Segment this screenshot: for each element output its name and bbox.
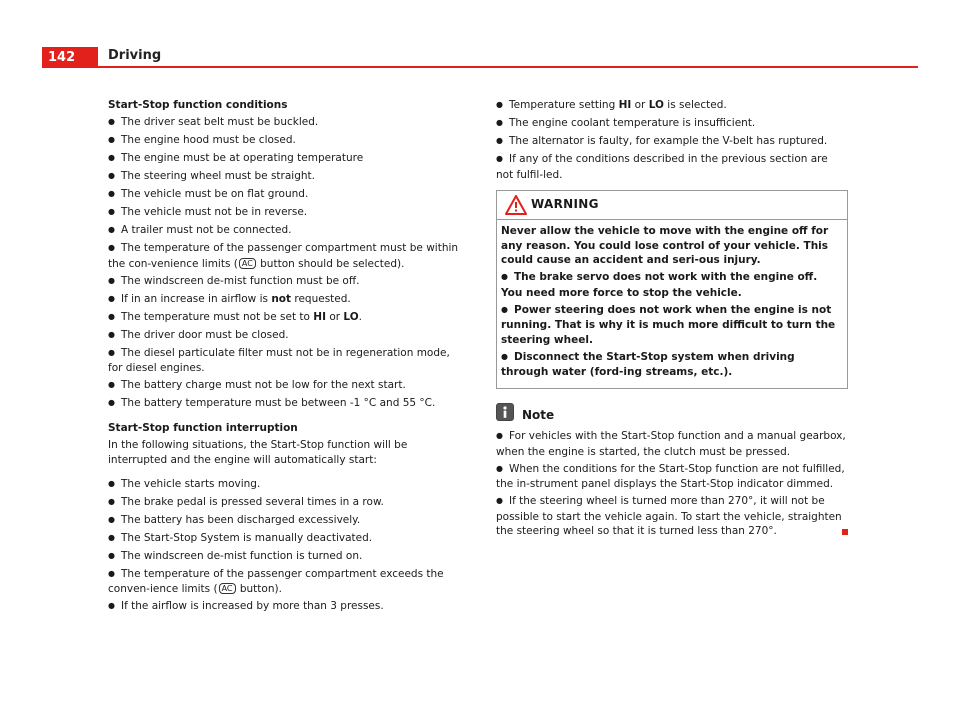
list-item: ●The temperature of the passenger compartment must be within the con-venience limits ( AC button should be selected). — [108, 241, 464, 271]
warning-body — [497, 220, 847, 388]
list-item: ●A trailer must not be connected. — [108, 223, 464, 239]
list-item: ●If the airflow is increased by more than 3 presses. — [108, 599, 464, 615]
list-item: ●The temperature of the passenger compartment exceeds the conven-ience limits ( AC button). — [108, 567, 464, 597]
right-column — [496, 98, 848, 541]
list-item: ●The driver door must be closed. — [108, 328, 464, 344]
list-item: ●The vehicle must be on flat ground. — [108, 187, 464, 203]
conditions-heading: Start-Stop function conditions — [108, 99, 288, 111]
list-item: ●The battery charge must not be low for the next start. — [108, 378, 464, 394]
list-item: ●The brake pedal is pressed several times in a row. — [108, 495, 464, 511]
list-item: ●The brake servo does not work with the engine off. You need more force to stop the vehicle. — [501, 270, 841, 300]
list-item: ●The vehicle starts moving. — [108, 477, 464, 493]
page-number: 142 — [42, 47, 98, 68]
left-column — [108, 98, 464, 617]
list-item: ●For vehicles with the Start-Stop function and a manual gearbox, when the engine is started, the clutch must be pressed. — [496, 429, 848, 459]
note-title: Note — [522, 408, 555, 422]
list-item: ●The temperature must not be set to HI or LO. — [108, 310, 464, 326]
list-item: ●The windscreen de-mist function is turned on. — [108, 549, 464, 565]
list-item: ●The vehicle must not be in reverse. — [108, 205, 464, 221]
list-item: ●The alternator is faulty, for example the V-belt has ruptured. — [496, 134, 848, 150]
list-item: ●Temperature setting HI or LO is selected. — [496, 98, 848, 114]
list-item: ●The engine must be at operating temperature — [108, 151, 464, 167]
list-item: ●The steering wheel must be straight. — [108, 169, 464, 185]
list-item: ●Disconnect the Start-Stop system when driving through water (ford-ing streams, etc.). — [501, 350, 841, 380]
section-end-mark — [842, 529, 848, 535]
list-item: ●The Start-Stop System is manually deactivated. — [108, 531, 464, 547]
list-item: ●If in an increase in airflow is not requested. — [108, 292, 464, 308]
section-title: Driving — [108, 48, 162, 63]
list-item: ●The battery has been discharged excessively. — [108, 513, 464, 529]
list-item: ●Power steering does not work when the engine is not running. That is why it is much more difficult to turn the steering wheel. — [501, 303, 841, 348]
ac-key-icon: AC — [219, 583, 236, 594]
list-item: ●If any of the conditions described in the previous section are not fulfil-led. — [496, 152, 848, 182]
warning-box — [496, 190, 848, 389]
list-item: ●If the steering wheel is turned more than 270°, it will not be possible to start the vehicle again. To start the vehicle, straighten the steering wheel so that it is turned less than 270°. — [496, 494, 848, 539]
interruption-heading: Start-Stop function interruption — [108, 422, 298, 434]
header-rule — [98, 66, 918, 68]
list-item: ●The engine coolant temperature is insufficient. — [496, 116, 848, 132]
list-item: ●The engine hood must be closed. — [108, 133, 464, 149]
list-item: ●The windscreen de-mist function must be off. — [108, 274, 464, 290]
ac-key-icon: AC — [239, 258, 256, 269]
list-item: ●The battery temperature must be between -1 °C and 55 °C. — [108, 396, 464, 412]
warning-intro: Never allow the vehicle to move with the engine off for any reason. You could lose control of your vehicle. This could cause an accident and seri-ous injury. — [501, 225, 829, 266]
list-item: ●When the conditions for the Start-Stop function are not fulfilled, the in-strument panel displays the Start-Stop indicator dimmed. — [496, 462, 848, 492]
warning-header — [497, 191, 847, 220]
interruption-intro: In the following situations, the Start-Stop function will be interrupted and the engine will automatically start: — [108, 439, 408, 466]
warning-title: WARNING — [531, 197, 599, 211]
warning-triangle-icon — [505, 195, 527, 215]
note-info-icon — [496, 403, 514, 421]
list-item: ●The diesel particulate filter must not be in regeneration mode, for diesel engines. — [108, 346, 464, 376]
list-item: ●The driver seat belt must be buckled. — [108, 115, 464, 131]
note-header — [496, 403, 848, 429]
